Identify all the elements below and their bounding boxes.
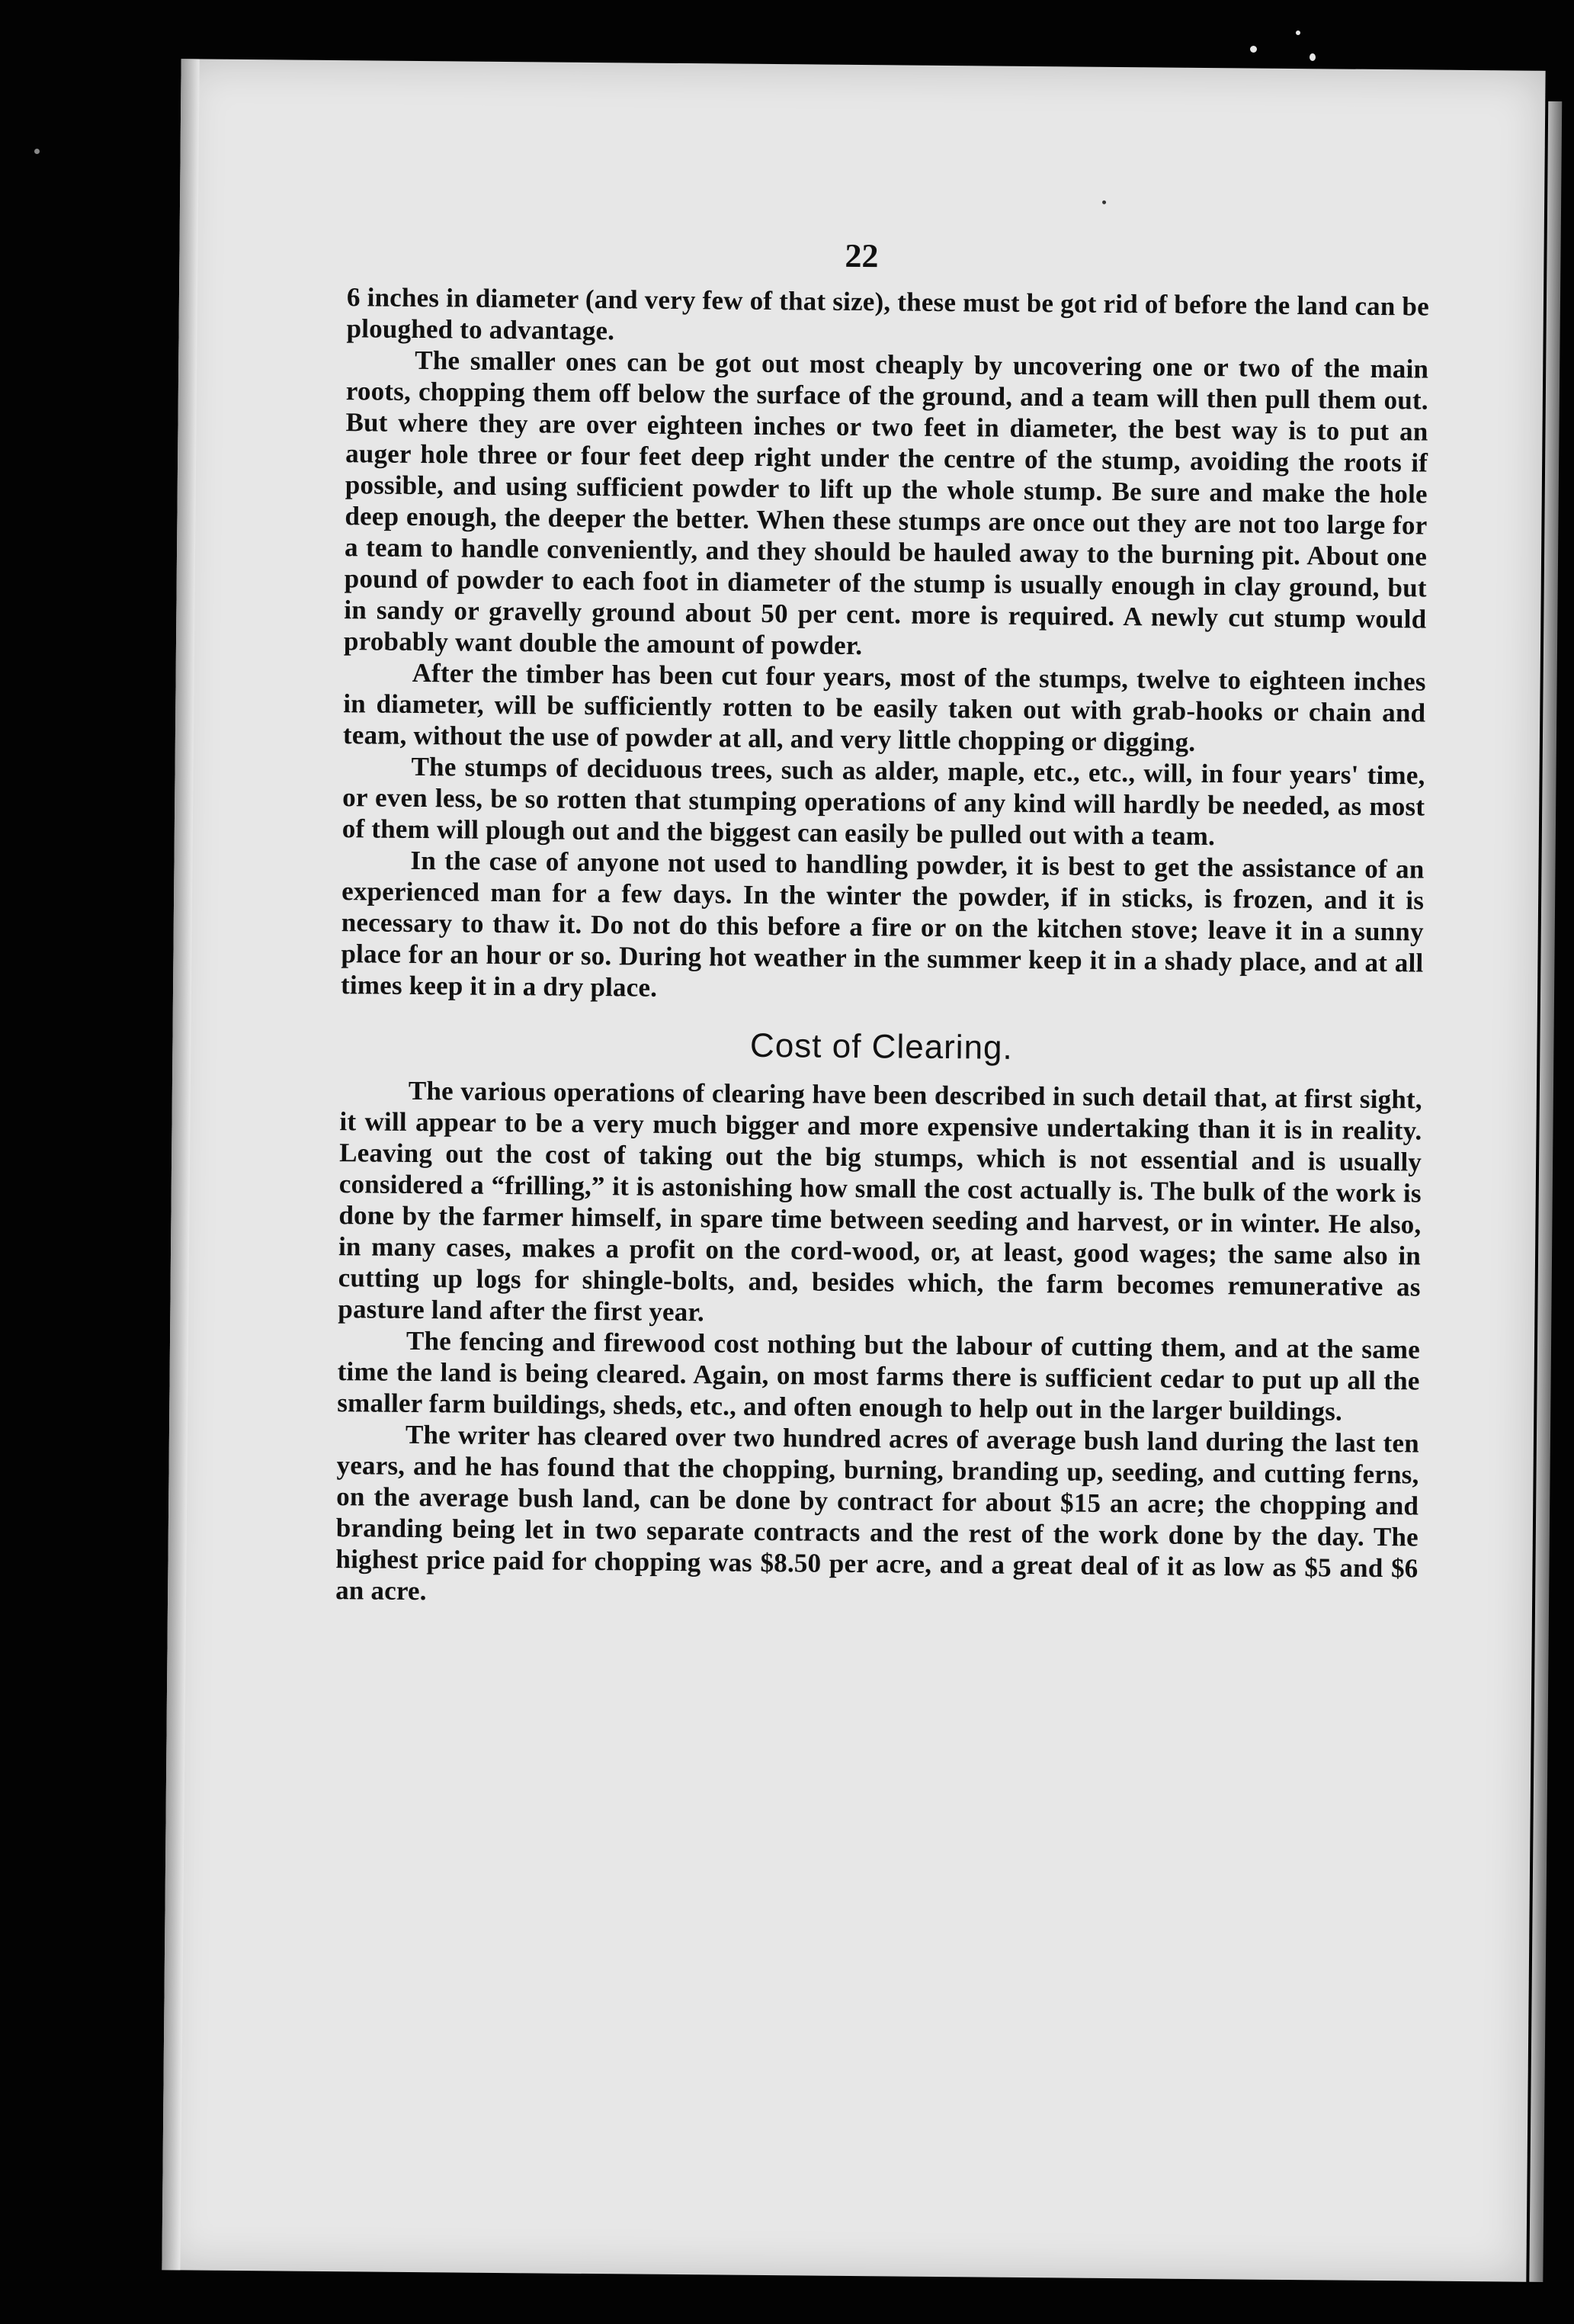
- ink-dot: [1102, 201, 1106, 204]
- body-text: [335, 281, 1429, 1615]
- dust-speck: [1296, 30, 1300, 35]
- book-page: [162, 59, 1545, 2282]
- paragraph: The writer has cleared over two hundred acres of average bush land during the last ten years, and he has found that the chopping, burning, branding up, seeding, and cutting ferns, on the average bush land, can be done by contract for about $15 an acre; the chopping and branding being let in two separate contracts and the rest of the work done by the day. The highest price paid for chopping was $8.50 per acre, and a great deal of it as low as $5 and $6 an acre.: [335, 1419, 1420, 1607]
- paragraph: The smaller ones can be got out most cheaply by uncovering one or two of the main roots, chopping them off below the surface of the ground, and a team will then pull them out. But where they are over eighteen inches or two feet in diameter, the best way is to put an auger hole three or four feet deep right under the centre of the stump, avoiding the roots if possible, and using sufficient powder to lift up the whole stump. Be sure and make the hole deep enough, the deeper the better. When these stumps are once out they are not too large for a team to handle conveniently, and they should be hauled away to the burning pit. About one pound of powder to each foot in diameter of the stump is usually enough in clay ground, but in sandy or gravelly ground about 50 per cent. more is required. A newly cut stump would probably want double the amount of powder.: [343, 345, 1429, 661]
- section-heading: Cost of Clearing.: [749, 1026, 1013, 1067]
- paragraph: The various operations of clearing have been described in such detail that, at first sight, it will appear to be a very much bigger and more expensive undertaking than it is in reality. Leaving out the cost of taking out the big stumps, which is not essential and is usually considered a “frilling,” it is astonishing how small the cost actually is. The bulk of the work is done by the farmer himself, in spare time between seeding and harvest, or in winter. He also, in many cases, makes a profit on the cord-wood, or, at least, good wages; the same also in cutting up logs for shingle-bolts, and, besides which, the farm becomes remunerative as pasture land after the first year.: [338, 1075, 1423, 1327]
- dust-speck: [1310, 53, 1316, 61]
- paragraph: In the case of anyone not used to handling powder, it is best to get the assistance of an experienced man for a few days. In the winter the powder, if in sticks, is frozen, and it is necessary to thaw it. Do not do this before a fire or on the kitchen stove; leave it in a sunny place for an hour or so. During hot weather in the summer keep it in a shady place, and at all times keep it in a dry place.: [340, 845, 1425, 1003]
- paragraph: The fencing and firewood cost nothing but the labour of cutting them, and at the same time the land is being cleared. Again, on most farms there is sufficient cedar to put up all the smaller farm buildings, sheds, etc., and often enough to help out in the larger buildings.: [337, 1325, 1421, 1427]
- paragraph: The stumps of deciduous trees, such as alder, maple, etc., etc., will, in four years' time, or even less, be so rotten that stumping operations of any kind will hardly be needed, as most of them will plough out and the biggest can easily be pulled out with a team.: [341, 751, 1425, 852]
- paragraph: After the timber has been cut four years, most of the stumps, twelve to eighteen inches in diameter, will be sufficiently rotten to be easily taken out with grab-hooks or chain and team, without the use of powder at all, and very little chopping or digging.: [342, 657, 1426, 757]
- dust-speck: [1250, 46, 1257, 53]
- page-number: 22: [845, 236, 879, 275]
- paragraph: 6 inches in diameter (and very few of that size), these must be got rid of before the land can be ploughed to advantage.: [346, 282, 1430, 346]
- dust-speck: [34, 149, 40, 154]
